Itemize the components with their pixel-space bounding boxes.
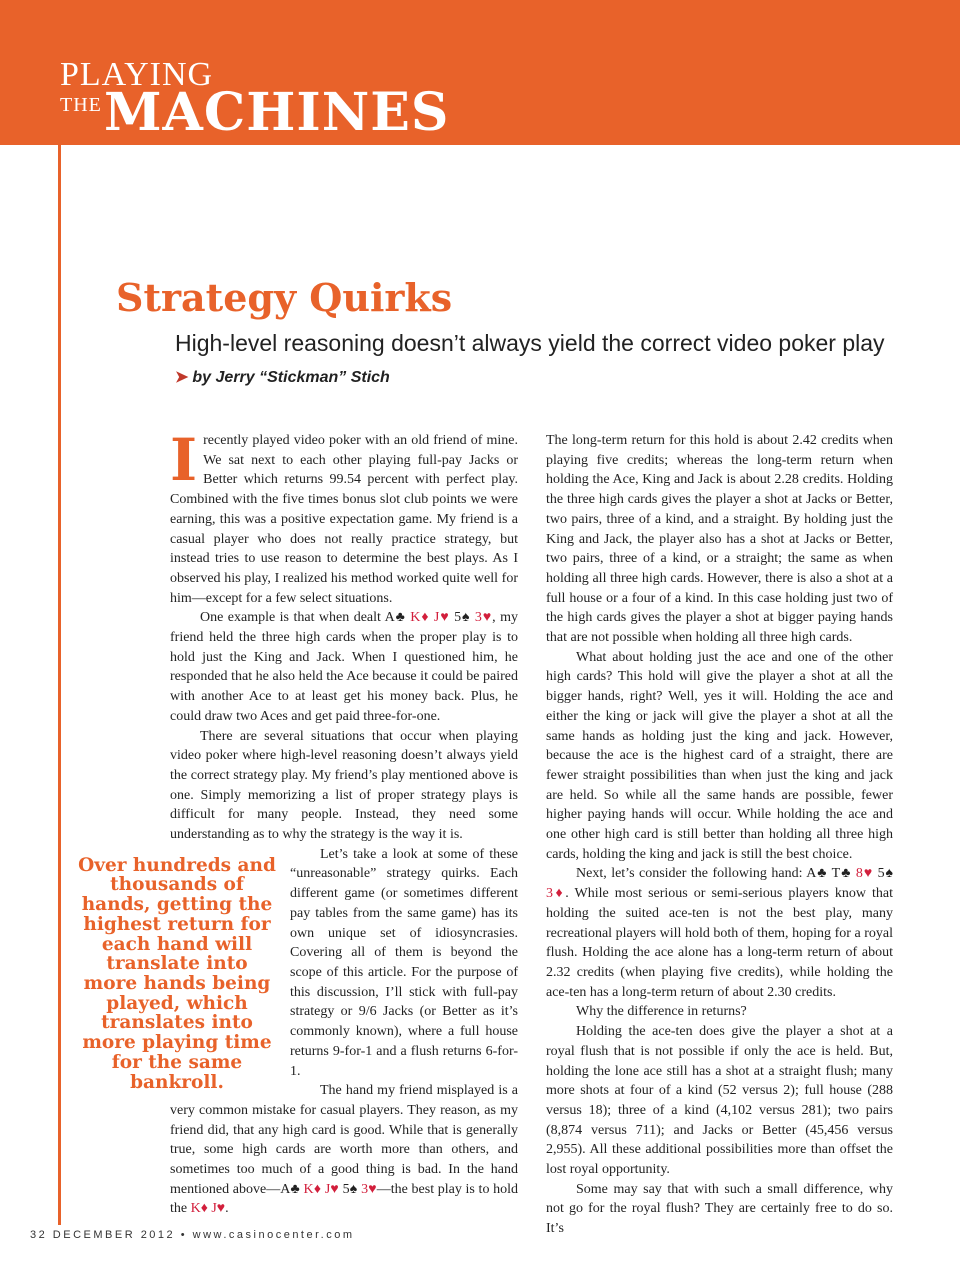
byline-arrow-icon: ➤ (175, 369, 189, 386)
paragraph-10: Holding the ace-ten does give the player a shot at a royal flush that is not possible if only the ace is held. But, holding the lone ace still has a shot at a straight flush; many more shots at four of a kind (52 versus 2); full house (288 versus 18); three of a kind (4,102 versus 281); two pairs (8,874 versus 711); and Jacks or Better (45,456 versus 2,955). All these additional possibilities more than offset the lost royal opportunity. (546, 1024, 893, 1178)
article-title: Strategy Quirks (116, 275, 453, 320)
paragraph-3: There are several situations that occur when playing video poker where high-level reasoning doesn’t always yield the correct strategy play. My friend’s play mentioned above is one. Simply memorizing a list of proper strategy plays is difficult for many people. Instead, they need some understanding as to why the strategy is the way it is. (170, 728, 518, 843)
drop-cap: I (170, 426, 198, 494)
page-footer: 32 DECEMBER 2012 • www.casinocenter.com (30, 1229, 355, 1241)
section-banner (0, 0, 960, 145)
section-label-machines: MACHINES (104, 82, 450, 143)
paragraph-6: The long-term return for this hold is about 2.42 credits when playing five credits; whereas the long-term return when holding the Ace, King and Jack is about 2.28 credits. Holding the three high cards gives the player a shot at Jacks or Better, two pairs, three of a kind, and a straight. By holding just the King and Jack, the player also has a shot at Jacks or Better, two pairs, three of a kind, or a straight; the same as when holding all three high cards. However, there is also a shot at a full house or a four of a kind. In this case holding just two of the high cards gives the player a shot at bigger paying hands that are not possible when holding all three high cards. (546, 433, 893, 646)
paragraph-11: Some may say that with such a small difference, why not go for the royal flush? They are certainly free to do so. It’s (546, 1181, 893, 1237)
byline (175, 367, 390, 387)
article-subtitle: High-level reasoning doesn’t always yield the correct video poker play (175, 330, 885, 356)
article-column-right (546, 431, 893, 1239)
paragraph-2: One example is that when dealt A♣ K♦ J♥ 5♠ 3♥, my friend held the three high cards when the proper play is to hold just the King and Jack. When I questioned him, he responded that he also held the Ace because it could be paired with another Ace to at least get his money back. Plus, he could draw two Aces and get paid three-for-one. (170, 610, 519, 724)
section-label-playing: PLAYING (60, 56, 214, 93)
section-label-the: THE (60, 94, 102, 116)
paragraph-8: Next, let’s consider the following hand: A♣ T♣ 8♥ 5♠ 3♦. While most serious or semi-serious players know that holding the suited ace-ten is not the best play, many recreational players will hold both of them, hoping for a royal flush. Holding the ace alone has a long-term return of about 2.32 credits (when playing five credits), while holding the ace-ten has a long-term return of about 2.30 credits. (546, 866, 893, 1000)
paragraph-5: The hand my friend misplayed is a very common mistake for casual players. They reason, as my friend did, that any high card is good. While that is generally true, some high cards are worth more than others, and sometimes too much of a good thing is bad. In the hand mentioned above—A♣ K♦ J♥ 5♠ 3♥—the best play is to hold the K♦ J♥. (170, 1083, 519, 1217)
paragraph-7: What about holding just the ace and one of the other high cards? This hold will give the player a shot at all the bigger hands, right? Well, yes it will. Holding the ace and either the king or jack will give the player a shot at all the same hands as holding just the king and jack. However, because the ace is the highest card of a straight, there are fewer straight possibilities than when just the king and jack are held. So while all the same hands are possible, fewer higher paying hands will occur. While holding the ace and one other high card is still better than holding all three high cards, holding the king and jack is still the best choice. (546, 649, 893, 862)
article-column-left (78, 426, 519, 1219)
paragraph-4: Let’s take a look at some of these “unreasonable” strategy quirks. Each different game (or sometimes different pay tables from the same game) has its own unique set of idiosyncrasies. Covering all of them is beyond the scope of this article. For the purpose of this discussion, I’ll stick with full-pay strategy or 9/6 Jacks (or Better as it’s commonly known), where a full house returns 9-for-1 and a flush returns 6-for-1. (290, 846, 518, 1079)
pull-quote: Over hundreds and thousands of hands, getting the highest return for each hand will translate into more hands being played, which translates into more playing time for the same bankroll. (78, 854, 276, 1093)
margin-rule (58, 145, 61, 1225)
paragraph-9: Why the difference in returns? (576, 1004, 747, 1020)
paragraph-1: Irecently played video poker with an old friend of mine. We sat next to each other playing full-pay Jacks or Better which returns 99.54 percent with perfect play. Combined with the five times bonus slot club points we were earning, this was a positive expectation game. My friend is a casual player who does not really practice strategy, but instead tries to use reason to determine the best plays. As I observed his play, I realized his method worked quite well for him—except for a few select situations. (170, 426, 518, 606)
byline-text: by Jerry “Stickman” Stich (192, 369, 390, 386)
